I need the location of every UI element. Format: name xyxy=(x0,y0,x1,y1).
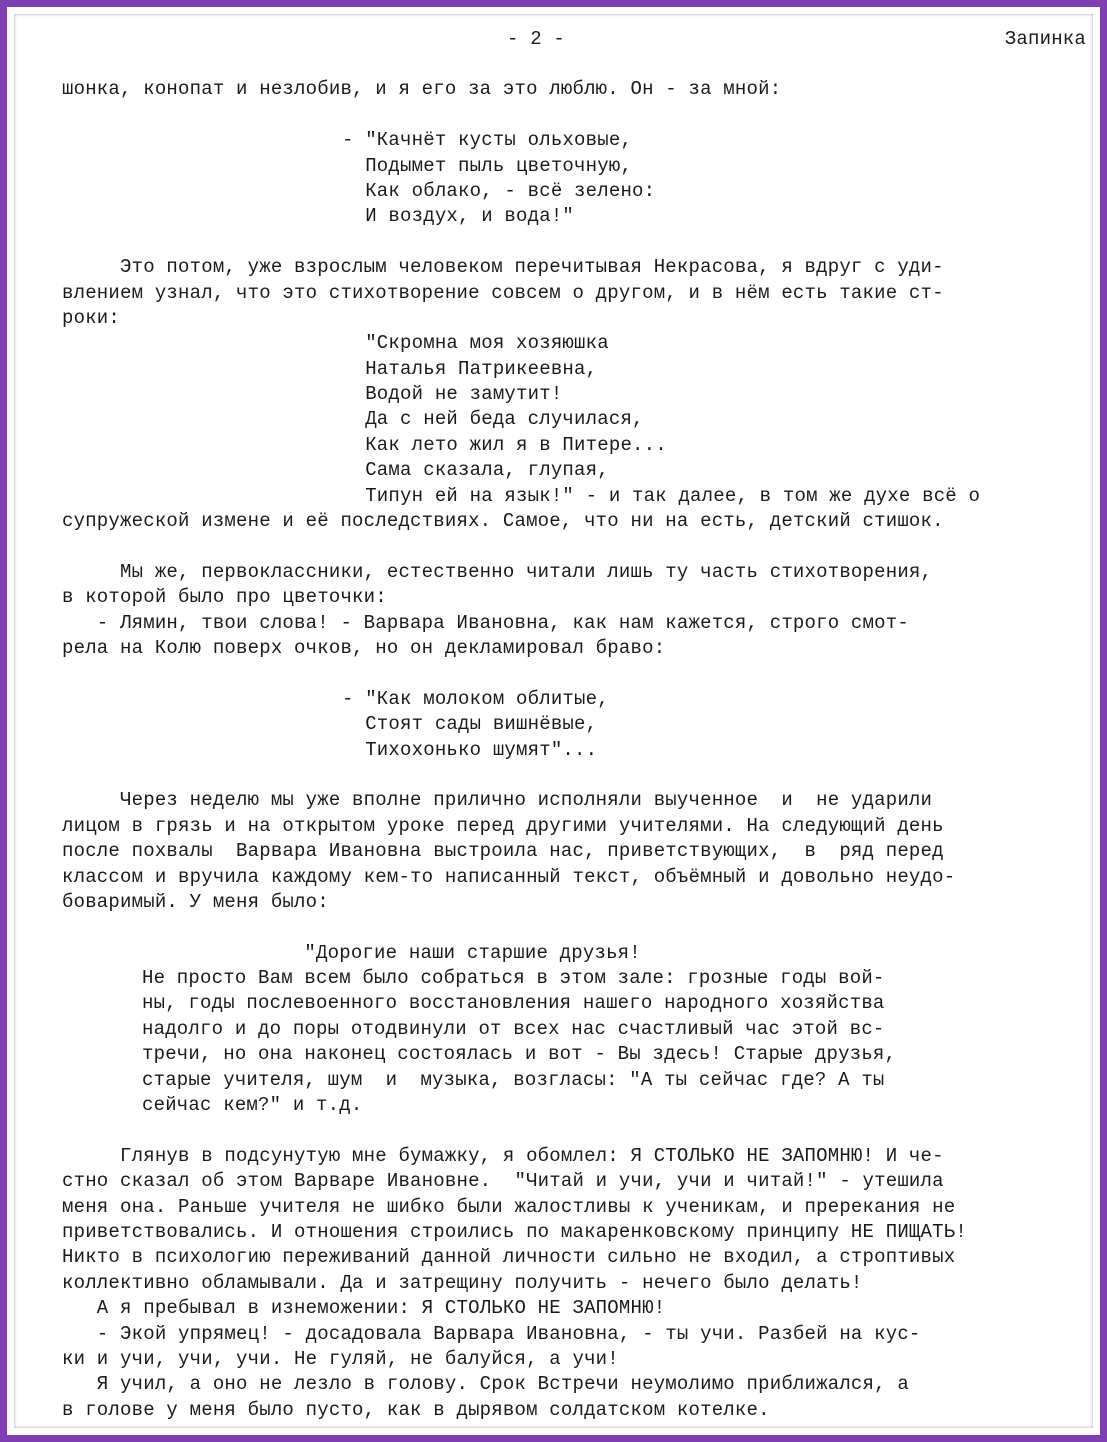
text-line: Никто в психологию переживаний данной личности сильно не входил, а строптивых xyxy=(62,1246,956,1269)
letter-line: тречи, но она наконец состоялась и вот - Вы здесь! Старые друзья, xyxy=(142,1043,897,1066)
blank-line xyxy=(62,915,1086,940)
text-line: - Лямин, твои слова! - Варвара Ивановна, как нам кажется, строго смот- xyxy=(62,611,909,634)
text-line: приветствовались. И отношения строились по макаренковскому принципу НЕ ПИЩАТЬ! xyxy=(62,1220,967,1243)
text-line: в голове у меня было пусто, как в дырявом солдатском котелке. xyxy=(62,1398,770,1421)
page-number: - 2 - xyxy=(507,28,566,50)
verse-line: Наталья Патрикеевна, xyxy=(342,357,598,380)
blank-line xyxy=(62,661,1086,686)
paragraph-2 xyxy=(62,255,1086,331)
verse-3 xyxy=(62,687,1086,763)
text-line: боваримый. У меня было: xyxy=(62,890,329,913)
text-line: рела на Колю поверх очков, но он декламировал браво: xyxy=(62,636,666,659)
text-line: после похвалы Варвара Ивановна выстроила нас, приветствующих, в ряд перед xyxy=(62,840,944,863)
verse-line: Сама сказала, глупая, xyxy=(342,459,609,482)
letter-line: надолго и до поры отодвинули от всех нас счастливый час этой вс- xyxy=(142,1017,885,1040)
paragraph-4 xyxy=(62,560,1086,662)
page-header xyxy=(62,27,1086,52)
text-line: коллективно обламывали. Да и затрещину получить - нечего было делать! xyxy=(62,1271,863,1294)
verse-line: Типун ей на язык!" - и так далее, в том же духе всё о xyxy=(342,484,981,507)
blank-line xyxy=(62,230,1086,255)
text-line: лицом в грязь и на открытом уроке перед другими учителями. На следующий день xyxy=(62,814,944,837)
letter-text xyxy=(62,941,1086,1119)
verse-2 xyxy=(62,331,1086,509)
blank-line xyxy=(62,763,1086,788)
verse-line: Тихохонько шумят"... xyxy=(342,738,598,761)
letter-line: "Дорогие наши старшие друзья! xyxy=(142,941,641,964)
letter-line: старые учителя, шум и музыка, возгласы: "А ты сейчас где? А ты xyxy=(142,1068,885,1091)
text-line: стно сказал об этом Варваре Ивановне. "Читай и учи, учи и читай!" - утешила xyxy=(62,1170,944,1193)
letter-line: ны, годы послевоенного восстановления нашего народного хозяйства xyxy=(142,992,885,1015)
text-line: Через неделю мы уже вполне прилично исполняли выученное и не ударили xyxy=(62,789,933,812)
verse-line: Водой не замутит! xyxy=(342,383,563,406)
verse-line: - "Качнёт кусты ольховые, xyxy=(342,129,633,152)
document-page xyxy=(62,27,1086,1427)
text-line: шонка, конопат и незлобив, и я его за это люблю. Он - за мной: xyxy=(62,78,782,101)
verse-line: Стоят сады вишнёвые, xyxy=(342,713,598,736)
text-line: А я пребывал в изнеможении: Я СТОЛЬКО НЕ ЗАПОМНЮ! xyxy=(62,1297,666,1320)
text-line: влением узнал, что это стихотворение совсем о другом, и в нём есть такие ст- xyxy=(62,281,944,304)
blank-line xyxy=(62,534,1086,559)
paragraph-5 xyxy=(62,788,1086,915)
text-line: Мы же, первоклассники, естественно читали лишь ту часть стихотворения, xyxy=(62,560,933,583)
text-line: - Экой упрямец! - досадовала Варвара Ивановна, - ты учи. Разбей на кус- xyxy=(62,1322,921,1345)
text-line: Это потом, уже взрослым человеком перечитывая Некрасова, я вдруг с уди- xyxy=(62,256,944,279)
blank-line xyxy=(62,1118,1086,1143)
text-line: роки: xyxy=(62,306,121,329)
blank-line xyxy=(62,103,1086,128)
text-line: классом и вручила каждому кем-то написанный текст, объёмный и довольно неудо- xyxy=(62,865,956,888)
text-line: Я учил, а оно не лезло в голову. Срок Встречи неумолимо приближался, а xyxy=(62,1373,909,1396)
verse-line: Подымет пыль цветочную, xyxy=(342,154,633,177)
verse-1 xyxy=(62,128,1086,230)
verse-line: Как лето жил я в Питере... xyxy=(342,433,667,456)
letter-line: Не просто Вам всем было собраться в этом зале: грозные годы вой- xyxy=(142,967,885,990)
text-line: Глянув в подсунутую мне бумажку, я обомлел: Я СТОЛЬКО НЕ ЗАПОМНЮ! И че- xyxy=(62,1144,944,1167)
text-line: ки и учи, учи, учи. Не гуляй, не балуйся, а учи! xyxy=(62,1347,619,1370)
verse-line: Как облако, - всё зелено: xyxy=(342,179,656,202)
paragraph-6 xyxy=(62,1144,1086,1423)
paragraph-3 xyxy=(62,509,1086,534)
text-line: меня она. Раньше учителя не шибко были жалостливы к ученикам, и пререкания не xyxy=(62,1195,956,1218)
paragraph-1 xyxy=(62,77,1086,102)
verse-line: И воздух, и вода!" xyxy=(342,205,575,228)
running-title: Запинка xyxy=(1004,28,1086,50)
text-line: в которой было про цветочки: xyxy=(62,586,387,609)
verse-line: Да с ней беда случилася, xyxy=(342,408,644,431)
verse-line: "Скромна моя хозяюшка xyxy=(342,332,609,355)
text-line: супружеской измене и её последствиях. Самое, что ни на есть, детский стишок. xyxy=(62,510,944,533)
letter-line: сейчас кем?" и т.д. xyxy=(142,1094,363,1117)
verse-line: - "Как молоком облитые, xyxy=(342,687,609,710)
